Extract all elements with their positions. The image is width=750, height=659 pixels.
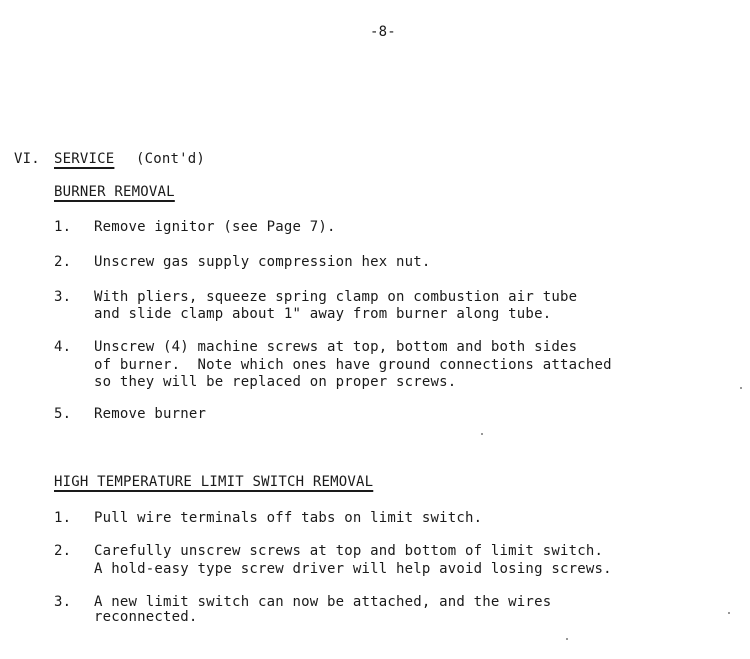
burner-step-3-text-line-1: With pliers, squeeze spring clamp on combustion air tube bbox=[94, 289, 578, 305]
scan-speck bbox=[566, 638, 568, 640]
scan-speck bbox=[740, 387, 742, 389]
burner-removal-heading: BURNER REMOVAL bbox=[54, 184, 175, 200]
burner-step-4-text-line-1: Unscrew (4) machine screws at top, bottom and both sides bbox=[94, 339, 578, 355]
burner-step-5-text: Remove burner bbox=[94, 406, 207, 422]
burner-step-2-number: 2. bbox=[54, 254, 72, 270]
burner-step-4-text-line-3: so they will be replaced on proper screws. bbox=[94, 374, 457, 390]
section-numeral: VI. bbox=[14, 151, 40, 167]
limit-step-1-text: Pull wire terminals off tabs on limit switch. bbox=[94, 510, 483, 526]
page-number: -8- bbox=[370, 24, 396, 40]
limit-step-2-text-line-1: Carefully unscrew screws at top and bottom of limit switch. bbox=[94, 543, 604, 559]
burner-step-4-text-line-2: of burner. Note which ones have ground connections attached bbox=[94, 357, 612, 373]
limit-step-3-number: 3. bbox=[54, 594, 72, 610]
burner-step-4-number: 4. bbox=[54, 339, 72, 355]
section-title: SERVICE bbox=[54, 151, 115, 167]
burner-step-3-number: 3. bbox=[54, 289, 72, 305]
limit-step-2-text-line-2: A hold-easy type screw driver will help avoid losing screws. bbox=[94, 561, 612, 577]
burner-step-2-text: Unscrew gas supply compression hex nut. bbox=[94, 254, 431, 270]
scan-speck bbox=[728, 612, 730, 614]
burner-step-5-number: 5. bbox=[54, 406, 72, 422]
limit-switch-heading: HIGH TEMPERATURE LIMIT SWITCH REMOVAL bbox=[54, 474, 374, 490]
burner-step-1-number: 1. bbox=[54, 219, 72, 235]
limit-step-3-text-line-1: A new limit switch can now be attached, and the wires bbox=[94, 594, 552, 610]
scan-speck bbox=[481, 433, 483, 435]
limit-step-1-number: 1. bbox=[54, 510, 72, 526]
burner-step-1-text: Remove ignitor (see Page 7). bbox=[94, 219, 336, 235]
burner-step-3-text-line-2: and slide clamp about 1" away from burner along tube. bbox=[94, 306, 552, 322]
limit-step-3-text-line-2: reconnected. bbox=[94, 609, 198, 625]
section-title-suffix: (Cont'd) bbox=[136, 151, 206, 167]
limit-step-2-number: 2. bbox=[54, 543, 72, 559]
